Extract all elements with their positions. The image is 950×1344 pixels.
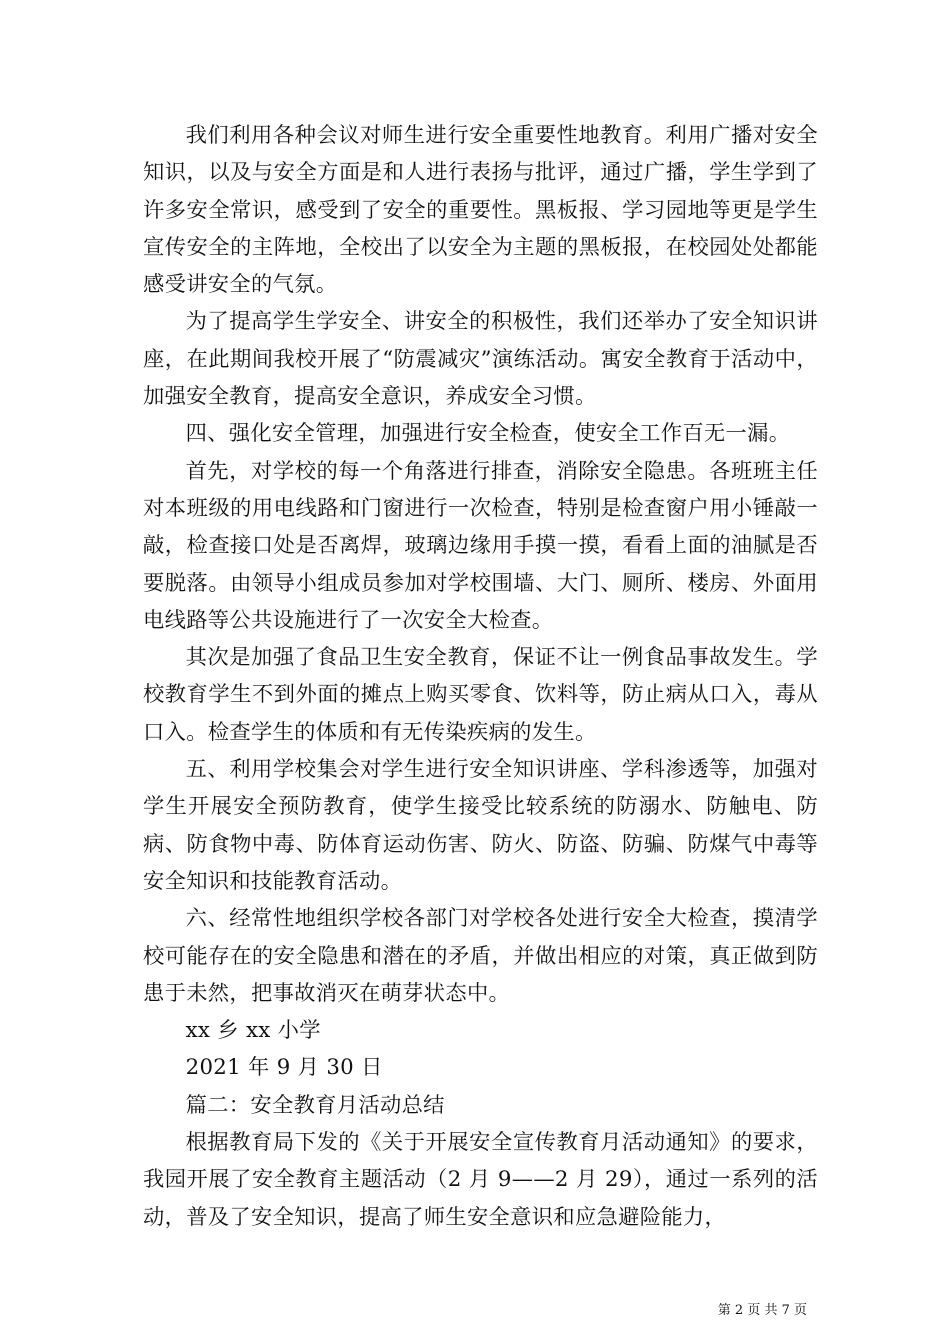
paragraph-safety-lectures: 为了提高学生学安全、讲安全的积极性，我们还举办了安全知识讲座，在此期间我校开展了“防震减灾”演练活动。寓安全教育于活动中，加强安全教育，提高安全意识，养成安全习惯。 <box>143 309 818 410</box>
page-number: 第 2 页 共 7 页 <box>717 1303 807 1318</box>
paragraph-part-two-intro: 根据教育局下发的《关于开展安全宣传教育月活动通知》的要求，我园开展了安全教育主题活动（2 月 9——2 月 29），通过一系列的活动，普及了安全知识，提高了师生安全意识和应急避险能力， <box>143 1130 818 1230</box>
paragraph-regular-inspection: 六、经常性地组织学校各部门对学校各处进行安全大检查，摸清学校可能存在的安全隐患和潜在的矛盾，并做出相应的对策，真正做到防患于未然，把事故消灭在萌芽状态中。 <box>143 906 818 1006</box>
paragraph-assembly-education: 五、利用学校集会对学生进行安全知识讲座、学科渗透等，加强对学生开展安全预防教育，使学生接受比较系统的防溺水、防触电、防病、防食物中毒、防体育运动伤害、防火、防盗、防骗、防煤气中毒等安全知识和技能教育活动。 <box>143 757 818 894</box>
signature-school: xx 乡 xx 小学 <box>185 1018 321 1044</box>
section-heading-safety-management: 四、强化安全管理，加强进行安全检查，使安全工作百无一漏。 <box>185 421 791 447</box>
signature-date: 2021 年 9 月 30 日 <box>185 1055 383 1081</box>
paragraph-food-safety: 其次是加强了食品卫生安全教育，保证不让一例食品事故发生。学校教育学生不到外面的摊点上购买零食、饮料等，防止病从口入，毒从口入。检查学生的体质和有无传染疾病的发生。 <box>143 645 818 745</box>
document-body <box>143 117 818 1236</box>
paragraph-safety-meetings: 我们利用各种会议对师生进行安全重要性地教育。利用广播对安全知识，以及与安全方面是和人进行表扬与批评，通过广播，学生学到了许多安全常识，感受到了安全的重要性。黑板报、学习园地等更是学生宣传安全的主阵地，全校出了以安全为主题的黑板报，在校园处处都能感受讲安全的气氛。 <box>143 123 818 298</box>
section-title-part-two: 篇二：安全教育月活动总结 <box>185 1092 445 1118</box>
paragraph-inspection: 首先，对学校的每一个角落进行排查，消除安全隐患。各班班主任对本班级的用电线路和门窗进行一次检查，特别是检查窗户用小锤敲一敲，检查接口处是否离焊，玻璃边缘用手摸一摸，看看上面的油腻是否要脱落。由领导小组成员参加对学校围墙、大门、厕所、楼房、外面用电线路等公共设施进行了一次安全大检查。 <box>143 458 818 633</box>
